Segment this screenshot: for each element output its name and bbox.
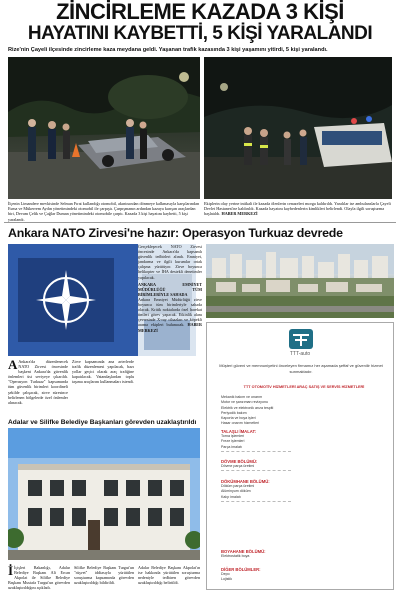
ad-service-item: Elektrik ve elektronik arıza tespiti (221, 405, 274, 410)
nato-story-title: Ankara NATO Zirvesi'ne hazır: Operasyon Turkuaz devrede (8, 226, 343, 240)
nato-story-column-1: A Ankara'da düzenlenecek NATO Zirvesi öncesinde başkent Ankara'da güvenlik önlemleri üst seviyeye çıkarıldı. "Operasyon Turkuaz" kapsamında tüm güvenlik birimleri koordineli şekilde çalışacak, zirve süresince belirlenen bölgelerde özel önlemler alınacak. (8, 357, 68, 405)
crash-scene-photo-left (8, 57, 200, 199)
headline-line-1: ZİNCİRLEME KAZADA 3 KİŞİ (56, 0, 344, 24)
top-story-subheadline: Rize'nin Çayeli ilçesinde zincirleme kaza meydana geldi. Yaşanan trafik kazasında 3 kişi yaşamını yitirdi, 5 kişi yaralandı. (8, 47, 328, 53)
crash-scene-photo-right (204, 57, 392, 199)
ad-service-item: Hasar onarım hizmetleri (221, 421, 260, 426)
ttt-auto-logo-icon (287, 327, 315, 351)
ad-section-boyahane (221, 549, 387, 559)
building-story-column-1: İ İçişleri Bakanlığı, Adalar Belediye Başkanı Ali Ercan Akpolat ile Silifke Belediye Başkanı Mustafa Turgut'un görevden uzaklaştırıldığını açıkladı. (8, 563, 70, 591)
ad-section-title: DÖKÜMHANE BÖLÜMÜ: (221, 479, 270, 484)
top-story-caption-right: Ekiplerin olay yerine intikali ile kazada ölenlerin cenazeleri morga kaldırıldı. Yaralılar ise ambulanslarla Çayeli Devlet Hastanesi'ne kaldırıldı. Kazada hayatını kaybedenlerin kimlikleri belirlendi. Olayla ilgili soruşturma başlatıldı. HABER MERKEZİ (204, 201, 391, 217)
ad-section-talasli (221, 429, 387, 453)
ad-services-list (221, 395, 387, 427)
byline: HABER MERKEZİ (221, 211, 258, 217)
auto-service-advertisement (206, 322, 394, 590)
ad-service-item: Kaporta ve boya işleri (221, 416, 256, 421)
city-skyline-photo (206, 244, 394, 318)
headline-line-2: HAYATINI KAYBETTİ, 5 KİŞİ YARALANDI (27, 23, 373, 44)
ad-section-diger (221, 567, 387, 583)
ad-service-item: Mekanik bakım ve onarım (221, 395, 263, 399)
nato-byline: HABER MERKEZİ (138, 322, 202, 333)
section-divider (4, 222, 396, 223)
municipality-building-photo (8, 428, 200, 560)
building-story-column-2: Silifke Belediye Başkanı Turgut'un "rüşvet" iddiasıyla yürütülen soruşturma kapsamında görevden uzaklaştırıldığı bildirildi. (74, 565, 134, 586)
ad-service-item: Periyodik bakım (221, 410, 247, 415)
ad-section-item: Dövme parça üretimi (221, 464, 255, 468)
ad-section-item: Freze işlemleri (221, 439, 245, 444)
building-story-column-3: Adalar Belediye Başkanı Akpolat'ın ise hakkında yürütülen soruşturma nedeniyle tedbiren görevden uzaklaştırıldığı belirtildi. (138, 565, 200, 586)
ad-section-item: Lojistik (221, 577, 232, 582)
ad-section-item: Alüminyum döküm (221, 489, 251, 494)
ad-section-title: TALAŞLI İMALAT: (221, 429, 256, 434)
ad-headline: TTT OTOMOTİV HİZMETLERİ ARAÇ SATIŞ VE SERVİS HİZMETLERİ (243, 385, 365, 389)
ad-section-item: Depo (221, 572, 230, 576)
nato-story-column-2: Zirve kapsamında ana arterlerde trafik düzenlemesi yapılacak, bazı yollar geçici olarak araç trafiğine kapatılacak. Vatandaşlardan toplu taşıma araçlarını kullanmaları istendi. (72, 359, 134, 385)
ad-intro: Müşteri güveni ve memnuniyetini önceleyen firmamız her aşamada şeffaf ve güvenilir hizmet sunmaktadır. (219, 363, 383, 374)
ad-section-dovme (221, 459, 387, 472)
ad-section-item: Döküm parça üretimi (221, 484, 255, 488)
ad-section-title: BOYAHANE BÖLÜMÜ: (221, 549, 266, 554)
ad-section-item: Elektrostatik boya (221, 554, 250, 558)
top-story-caption-left: İlçenin Limandere mevkisinde Selman Fırat kullandığı otomobil, akıntısından dönmeye kalkmasıyla karşılarından Esma ve Mükerrem Aydın yönetimindeki otomobil ile çarpıştı. Çarpışmanın ardından kazaya karışan araçlardan biri, Devam Çelik ve Çağlar Duman yönetimindeki otomobile çarptı. Kazada 3 kişi hayatını kaybetti, 5 kişi yaralandı. (8, 201, 200, 222)
nato-subhead: ANKARA EMNİYET MÜDÜRLÜĞÜ TÜM BİRİMLERİYLE SAHADA (138, 281, 202, 297)
nato-story-column-middle: Gerçekleşecek NATO Zirvesi öncesinde Ankara'da kapsamlı güvenlik tedbirleri alındı. Emniyet, jandarma ve ilgili kurumlar ortak çalışma yürütüyor. Zirve boyunca helikopter ve İHA destekli denetimler yapılacak. ANKARA EMNİYET MÜDÜRLÜĞÜ TÜM BİRİMLERİYLE SAHADA Ankara Emniyet Müdürlüğü zirve boyunca tüm birimleriyle sahada olacak. Kritik noktalarda özel harekat timleri görev yapacak. Etkinlik alanı çevresinde X-ray cihazları ve köpekli arama ekipleri bulunacak. HABER MERKEZİ (138, 244, 202, 333)
ad-section-title: DÖVME BÖLÜMÜ: (221, 459, 258, 464)
ad-brand: TTT-auto (289, 351, 311, 357)
ad-section-item: Parça imalatı (221, 444, 242, 449)
ad-section-title: DİĞER BÖLÜMLER: (221, 567, 261, 572)
ad-section-item: Torna işlemleri (221, 434, 245, 438)
ad-section-dokumhane (221, 479, 387, 503)
ad-service-item: Motor ve şanzıman revizyonu (221, 400, 268, 405)
ad-section-item: Kalıp imalatı (221, 494, 241, 499)
building-story-title: Adalar ve Silifke Belediye Başkanları görevden uzaklaştırıldı (8, 419, 197, 426)
